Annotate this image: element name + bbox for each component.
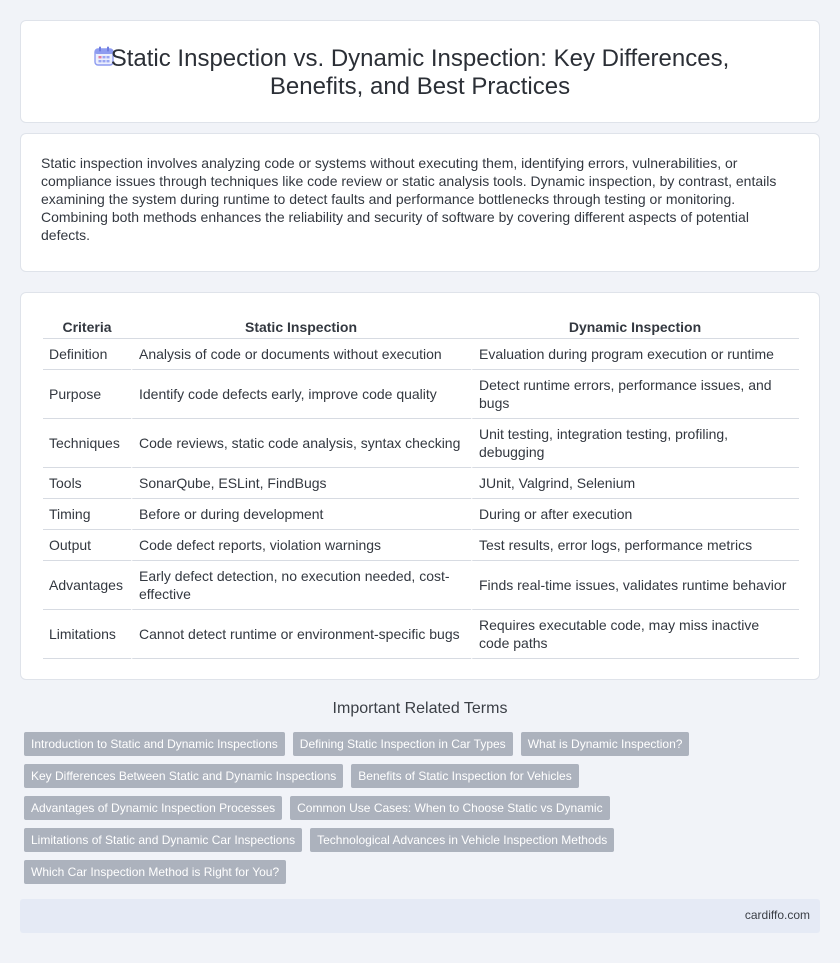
related-term-tag[interactable]: What is Dynamic Inspection? xyxy=(521,732,690,756)
table-row xyxy=(43,339,799,370)
cell-dynamic: Unit testing, integration testing, profiling, debugging xyxy=(471,419,799,468)
table-row xyxy=(43,419,799,468)
related-term-tag[interactable]: Introduction to Static and Dynamic Inspections xyxy=(24,732,285,756)
cell-dynamic: JUnit, Valgrind, Selenium xyxy=(471,468,799,499)
cell-dynamic: During or after execution xyxy=(471,499,799,530)
related-term-tag[interactable]: Key Differences Between Static and Dynamic Inspections xyxy=(24,764,343,788)
related-term-tag[interactable]: Technological Advances in Vehicle Inspection Methods xyxy=(310,828,614,852)
cell-static: Early defect detection, no execution needed, cost-effective xyxy=(131,561,471,610)
intro-card xyxy=(20,133,820,272)
table-row xyxy=(43,468,799,499)
cell-static: Cannot detect runtime or environment-specific bugs xyxy=(131,610,471,659)
table-row xyxy=(43,610,799,659)
cell-dynamic: Evaluation during program execution or runtime xyxy=(471,339,799,370)
cell-static: SonarQube, ESLint, FindBugs xyxy=(131,468,471,499)
cell-criteria: Purpose xyxy=(43,370,131,419)
tag-row xyxy=(24,828,814,852)
cell-static: Code defect reports, violation warnings xyxy=(131,530,471,561)
comparison-table xyxy=(43,315,799,659)
comparison-table-card xyxy=(20,292,820,680)
related-term-tag[interactable]: Advantages of Dynamic Inspection Processes xyxy=(24,796,282,820)
page-title-line-1: Static Inspection vs. Dynamic Inspection: Key Differences, xyxy=(110,45,730,72)
related-terms-list xyxy=(24,732,814,892)
cell-criteria: Limitations xyxy=(43,610,131,659)
table-row xyxy=(43,370,799,419)
cell-criteria: Techniques xyxy=(43,419,131,468)
tag-row xyxy=(24,732,814,756)
page-title xyxy=(21,45,819,101)
footer xyxy=(20,899,820,933)
intro-paragraph: Static inspection involves analyzing code or systems without executing them, identifying errors, vulnerabilities, or compliance issues through techniques like code review or static analysis tools. Dynamic inspection, by contrast, entails examining the system during runtime to detect faults and performance bottlenecks through testing or monitoring. Combining both methods enhances the reliability and security of software by covering different aspects of potential defects. xyxy=(41,155,777,243)
tag-row xyxy=(24,860,814,884)
cell-criteria: Definition xyxy=(43,339,131,370)
cell-static: Code reviews, static code analysis, syntax checking xyxy=(131,419,471,468)
cell-dynamic: Finds real-time issues, validates runtime behavior xyxy=(471,561,799,610)
cell-dynamic: Detect runtime errors, performance issues, and bugs xyxy=(471,370,799,419)
table-row xyxy=(43,561,799,610)
header-dynamic-inspection: Dynamic Inspection xyxy=(471,315,799,339)
footer-site-link[interactable]: cardiffo.com xyxy=(744,908,810,922)
header-card xyxy=(20,20,820,123)
page-title-line-2: Benefits, and Best Practices xyxy=(269,73,571,100)
tag-row xyxy=(24,764,814,788)
table-row xyxy=(43,530,799,561)
related-term-tag[interactable]: Benefits of Static Inspection for Vehicles xyxy=(351,764,578,788)
related-term-tag[interactable]: Common Use Cases: When to Choose Static vs Dynamic xyxy=(290,796,609,820)
tag-row xyxy=(24,796,814,820)
cell-static: Before or during development xyxy=(131,499,471,530)
cell-criteria: Timing xyxy=(43,499,131,530)
related-term-tag[interactable]: Limitations of Static and Dynamic Car Inspections xyxy=(24,828,302,852)
related-term-tag[interactable]: Defining Static Inspection in Car Types xyxy=(293,732,513,756)
header-criteria: Criteria xyxy=(43,315,131,339)
cell-criteria: Advantages xyxy=(43,561,131,610)
table-row xyxy=(43,499,799,530)
table-header-row xyxy=(43,315,799,339)
cell-dynamic: Test results, error logs, performance metrics xyxy=(471,530,799,561)
header-static-inspection: Static Inspection xyxy=(131,315,471,339)
related-term-tag[interactable]: Which Car Inspection Method is Right for You? xyxy=(24,860,286,884)
cell-dynamic: Requires executable code, may miss inactive code paths xyxy=(471,610,799,659)
related-terms-title: Important Related Terms xyxy=(332,700,508,717)
cell-criteria: Output xyxy=(43,530,131,561)
cell-static: Analysis of code or documents without execution xyxy=(131,339,471,370)
cell-criteria: Tools xyxy=(43,468,131,499)
cell-static: Identify code defects early, improve code quality xyxy=(131,370,471,419)
